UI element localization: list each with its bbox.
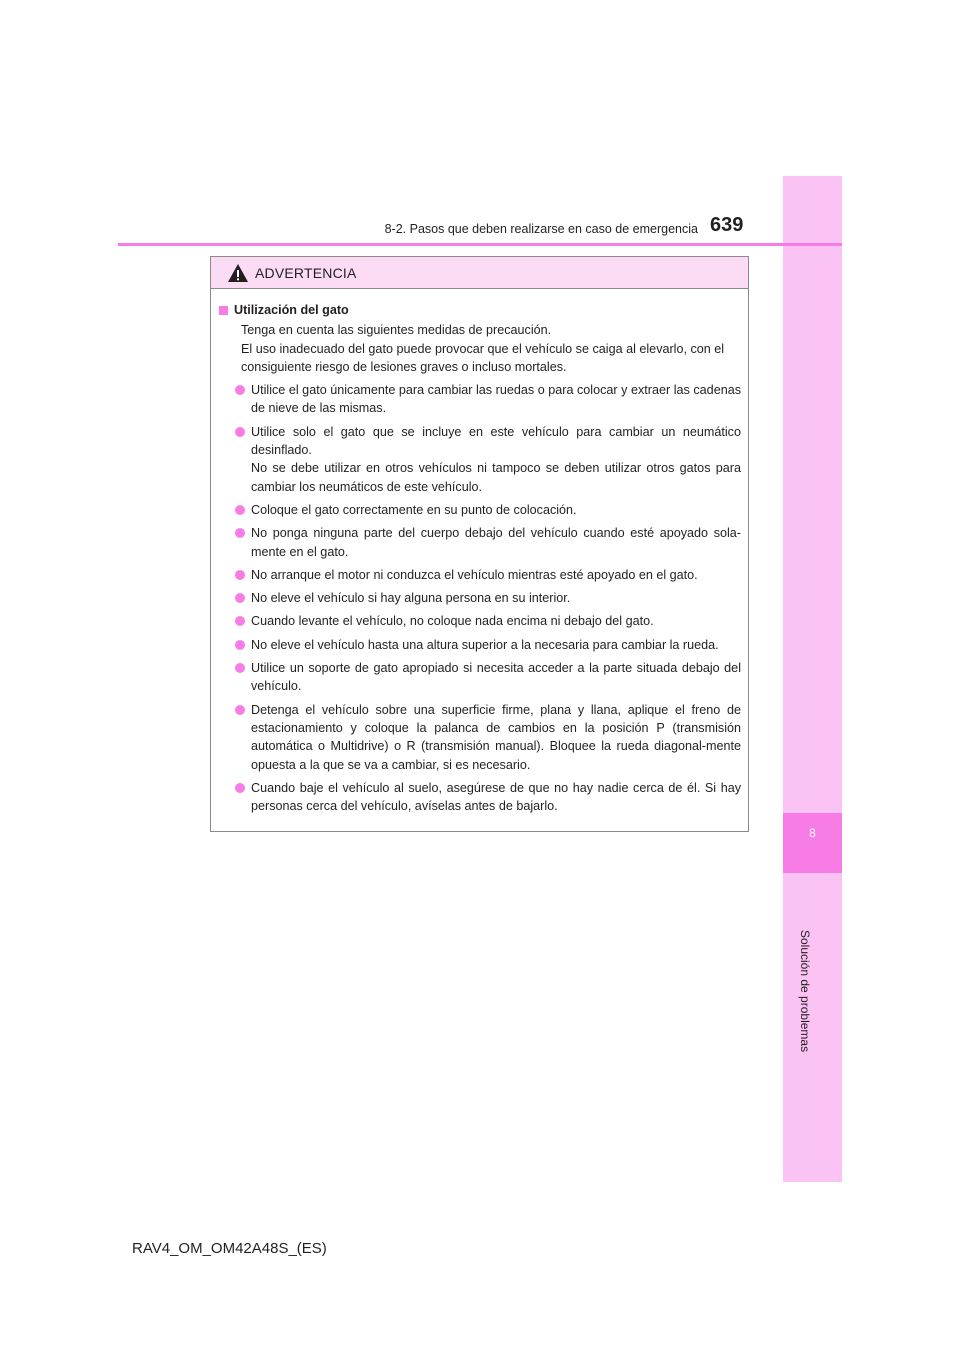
warning-bullet-text: No arranque el motor ni conduzca el vehículo mientras esté apoyado en el gato. [251,567,698,582]
warning-bullet-text: Utilice el gato únicamente para cambiar las ruedas o para colocar y extraer las cadenas de nieve de las mismas. [251,383,741,416]
chapter-side-tab [783,176,842,1182]
page-number: 639 [710,214,744,236]
circle-bullet-icon [235,593,245,603]
circle-bullet-icon [235,663,245,673]
section-title: 8-2. Pasos que deben realizarse en caso de emergencia [384,222,698,236]
warning-triangle-icon [227,263,249,283]
warning-title: ADVERTENCIA [255,264,357,281]
warning-bullet-item [219,612,741,630]
warning-bullet-item [219,501,741,519]
chapter-number: 8 [809,826,816,840]
circle-bullet-icon [235,616,245,626]
header-rule [118,243,842,246]
circle-bullet-icon [235,640,245,650]
chapter-tab-highlight [783,813,842,873]
circle-bullet-icon [235,427,245,437]
circle-bullet-icon [235,705,245,715]
warning-subheading-text: Utilización del gato [234,303,349,317]
warning-subheading [219,301,741,319]
warning-bullet-text: No ponga ninguna parte del cuerpo debajo del vehículo cuando esté apoyado sola-mente en el gato. [251,526,741,559]
warning-bullet-item [219,566,741,584]
warning-intro [219,321,741,376]
warning-bullet-list [219,381,741,815]
warning-bullet-item [219,381,741,418]
warning-header [211,257,748,289]
square-bullet-icon [219,306,228,315]
circle-bullet-icon [235,505,245,515]
circle-bullet-icon [235,385,245,395]
warning-bullet-text: Coloque el gato correctamente en su punto de colocación. [251,502,577,517]
circle-bullet-icon [235,783,245,793]
document-code: RAV4_OM_OM42A48S_(ES) [132,1240,327,1257]
warning-bullet-item [219,701,741,774]
warning-bullet-text: No se debe utilizar en otros vehículos ni tampoco se deben utilizar otros gatos para cambiar los neumáticos de este vehículo. [251,461,741,494]
warning-body [211,289,748,815]
warning-intro-line: El uso inadecuado del gato puede provocar que el vehículo se caiga al elevarlo, con el consiguiente riesgo de lesiones graves o incluso mortales. [241,341,725,374]
warning-intro-line: Tenga en cuenta las siguientes medidas de precaución. [241,323,552,338]
warning-bullet-text: No eleve el vehículo si hay alguna persona en su interior. [251,591,571,606]
chapter-title: Solución de problemas [798,930,812,1053]
warning-bullet-text: Utilice solo el gato que se incluye en este vehículo para cambiar un neumático desinflado. [251,424,741,458]
warning-bullet-text: Cuando levante el vehículo, no coloque nada encima ni debajo del gato. [251,614,654,629]
warning-bullet-text: Utilice un soporte de gato apropiado si necesita acceder a la parte situada debajo del vehículo. [251,661,741,694]
warning-bullet-item [219,636,741,654]
circle-bullet-icon [235,570,245,580]
warning-box [210,256,749,832]
circle-bullet-icon [235,528,245,538]
warning-bullet-item [219,524,741,561]
warning-bullet-item [219,423,741,496]
warning-bullet-text: No eleve el vehículo hasta una altura superior a la necesaria para cambiar la rueda. [251,637,719,652]
warning-bullet-text: Detenga el vehículo sobre una superficie firme, plana y llana, aplique el freno de estacionamiento y coloque la palanca de cambios en la posición P (transmisión automática o Multidrive) o R (transmisión manual). Bloquee la rueda diagonal-mente opuesta a la que se va a cambiar, si es necesario. [251,702,741,772]
warning-bullet-text: Cuando baje el vehículo al suelo, asegúrese de que no hay nadie cerca de él. Si hay personas cerca del vehículo, avíselas antes de bajarlo. [251,780,741,814]
warning-bullet-item [219,589,741,607]
warning-bullet-item [219,779,741,816]
warning-bullet-item [219,659,741,696]
